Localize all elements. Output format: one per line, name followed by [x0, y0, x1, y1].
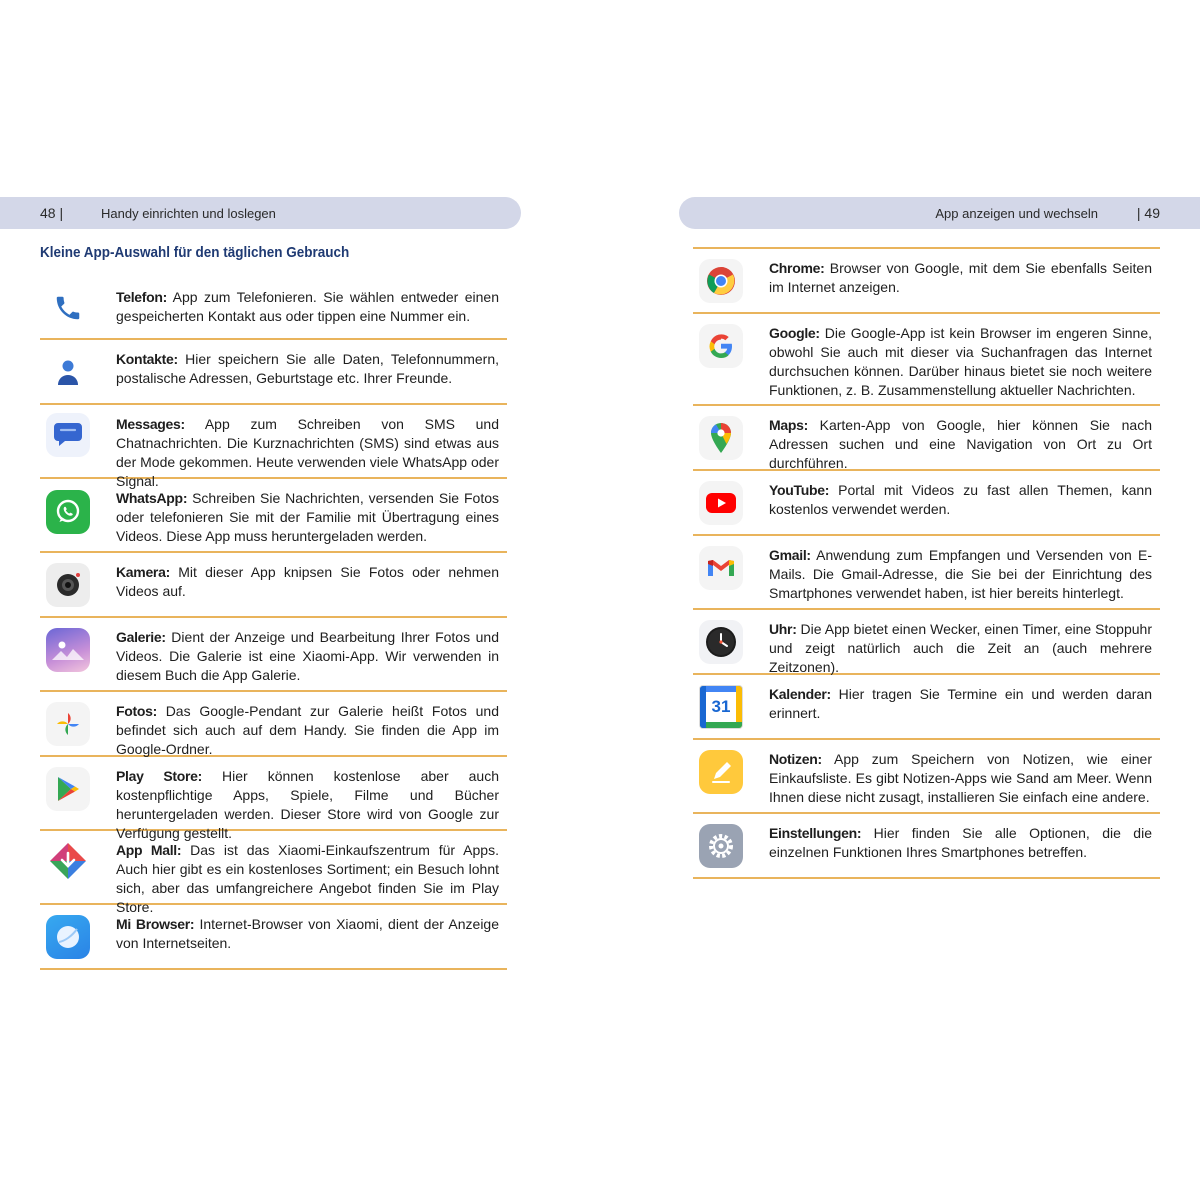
app-entry-app-mall	[40, 831, 507, 915]
chrome-icon	[699, 259, 743, 303]
app-description: Google: Die Google-App ist kein Browser im engeren Sinne, obwohl Sie auch mit dieser via Suchanfragen das Internet durchsuchen können. Darüber hinaus bietet sie noch weitere Funktionen, z. B. Zusammenstellung aktueller Nachrichten.	[769, 325, 1152, 398]
app-entry-mi-browser	[40, 905, 507, 970]
messages-icon	[46, 413, 90, 457]
app-entry-play-store	[40, 757, 507, 841]
calendar-icon-day: 31	[711, 697, 731, 716]
left-running-title: Handy einrichten und loslegen	[101, 205, 276, 221]
app-description: Chrome: Browser von Google, mit dem Sie ebenfalls Seiten im Internet anzeigen.	[769, 260, 1152, 295]
calendar-icon	[699, 685, 743, 729]
play-store-icon	[46, 767, 90, 811]
app-entry-galerie	[40, 618, 507, 692]
app-description: Kamera: Mit dieser App knipsen Sie Fotos oder nehmen Videos auf.	[116, 564, 499, 599]
phone-icon	[46, 286, 90, 330]
right-page-header	[679, 197, 1200, 229]
app-entry-youtube	[693, 471, 1160, 536]
app-description: Fotos: Das Google-Pendant zur Galerie heißt Fotos und befindet sich auch auf dem Handy. Sie finden die App im Google-Ordner.	[116, 703, 499, 757]
app-description: Play Store: Hier können kostenlose aber auch kostenpflichtige Apps, Spiele, Filme und Bücher heruntergeladen werden. Dieser Store wird von Google zur Verfügung gestellt.	[116, 768, 500, 841]
app-description: Notizen: App zum Speichern von Notizen, wie einer Einkaufsliste. Es gibt Notizen-Apps wie Sand am Meer. Wenn Ihnen diese nicht zusagt, installieren Sie einfach eine andere.	[769, 751, 1152, 805]
app-description: Messages: App zum Schreiben von SMS und Chatnachrichten. Die Kurznachrichten (SMS) sind etwas aus der Mode gekommen. Heute verwenden viele WhatsApp oder Signal.	[116, 416, 499, 489]
app-entry-messages	[40, 405, 507, 489]
app-entry-kontakte	[40, 340, 507, 405]
app-entry-notizen	[693, 740, 1160, 814]
youtube-icon	[699, 481, 743, 525]
notes-icon	[699, 750, 743, 794]
app-entry-chrome	[693, 249, 1160, 314]
app-mall-icon	[46, 839, 90, 883]
app-entry-google	[693, 314, 1160, 406]
app-entry-kalender	[693, 675, 1160, 740]
app-description: Einstellungen: Hier finden Sie alle Optionen, die die einzelnen Funktionen Ihres Smartphones betreffen.	[769, 825, 1152, 860]
app-description: App Mall: Das ist das Xiaomi-Einkaufszentrum für Apps. Auch hier gibt es ein kostenloses Sortiment; ein Besuch lohnt sich, aber das umfangreichere Angebot finden Sie im Play Store.	[116, 842, 499, 915]
app-description: Maps: Karten-App von Google, hier können Sie nach Adressen suchen und eine Navigation von Ort zu Ort durchführen.	[769, 417, 1152, 471]
app-description: Mi Browser: Internet-Browser von Xiaomi, dient der Anzeige von Internetseiten.	[116, 916, 499, 951]
app-description: Kontakte: Hier speichern Sie alle Daten, Telefonnummern, postalische Adressen, Geburtstage etc. Ihrer Freunde.	[116, 351, 499, 386]
app-entry-einstellungen	[693, 814, 1160, 879]
maps-icon	[699, 416, 743, 460]
app-entry-fotos	[40, 692, 507, 757]
left-page-number: 48 |	[40, 205, 63, 221]
app-description: WhatsApp: Schreiben Sie Nachrichten, versenden Sie Fotos oder telefonieren Sie mit der Familie mit Übertragung eines Videos. Diese App muss heruntergeladen werden.	[116, 490, 499, 544]
left-page-header	[0, 197, 521, 229]
right-page-number: | 49	[1137, 205, 1160, 221]
left-app-list	[40, 278, 507, 970]
clock-icon	[699, 620, 743, 664]
contacts-icon	[46, 351, 90, 395]
app-description: Telefon: App zum Telefonieren. Sie wählen entweder einen gespeicherten Kontakt aus oder tippen eine Nummer ein.	[116, 289, 499, 324]
camera-icon	[46, 563, 90, 607]
app-description: Galerie: Dient der Anzeige und Bearbeitung Ihrer Fotos und Videos. Die Galerie ist eine Xiaomi-App. Wir verwenden in diesem Buch die App Galerie.	[116, 629, 499, 683]
section-title: Kleine App-Auswahl für den täglichen Gebrauch	[40, 244, 350, 261]
app-entry-telefon	[40, 278, 507, 340]
right-app-list	[693, 247, 1160, 879]
app-entry-maps	[693, 406, 1160, 471]
google-photos-icon	[46, 702, 90, 746]
mi-browser-icon	[46, 915, 90, 959]
app-entry-gmail	[693, 536, 1160, 610]
app-description: YouTube: Portal mit Videos zu fast allen Themen, kann kostenlos verwendet werden.	[769, 482, 1152, 517]
google-icon	[699, 324, 743, 368]
settings-icon	[699, 824, 743, 868]
app-description: Uhr: Die App bietet einen Wecker, einen Timer, eine Stoppuhr und zeigt natürlich auch die Zeit an (auch mehrere Zeitzonen).	[769, 621, 1152, 675]
gallery-icon	[46, 628, 90, 672]
app-entry-whatsapp	[40, 479, 507, 553]
app-entry-uhr	[693, 610, 1160, 675]
app-description: Kalender: Hier tragen Sie Termine ein und werden daran erinnert.	[769, 686, 1152, 721]
app-entry-kamera	[40, 553, 507, 618]
whatsapp-icon	[46, 490, 90, 534]
right-running-title: App anzeigen und wechseln	[935, 205, 1098, 221]
gmail-icon	[699, 546, 743, 590]
app-description: Gmail: Anwendung zum Empfangen und Versenden von E-Mails. Die Gmail-Adresse, die Sie bei der Einrichtung des Smartphones verwendet haben, ist hier bereits hinterlegt.	[769, 547, 1152, 601]
